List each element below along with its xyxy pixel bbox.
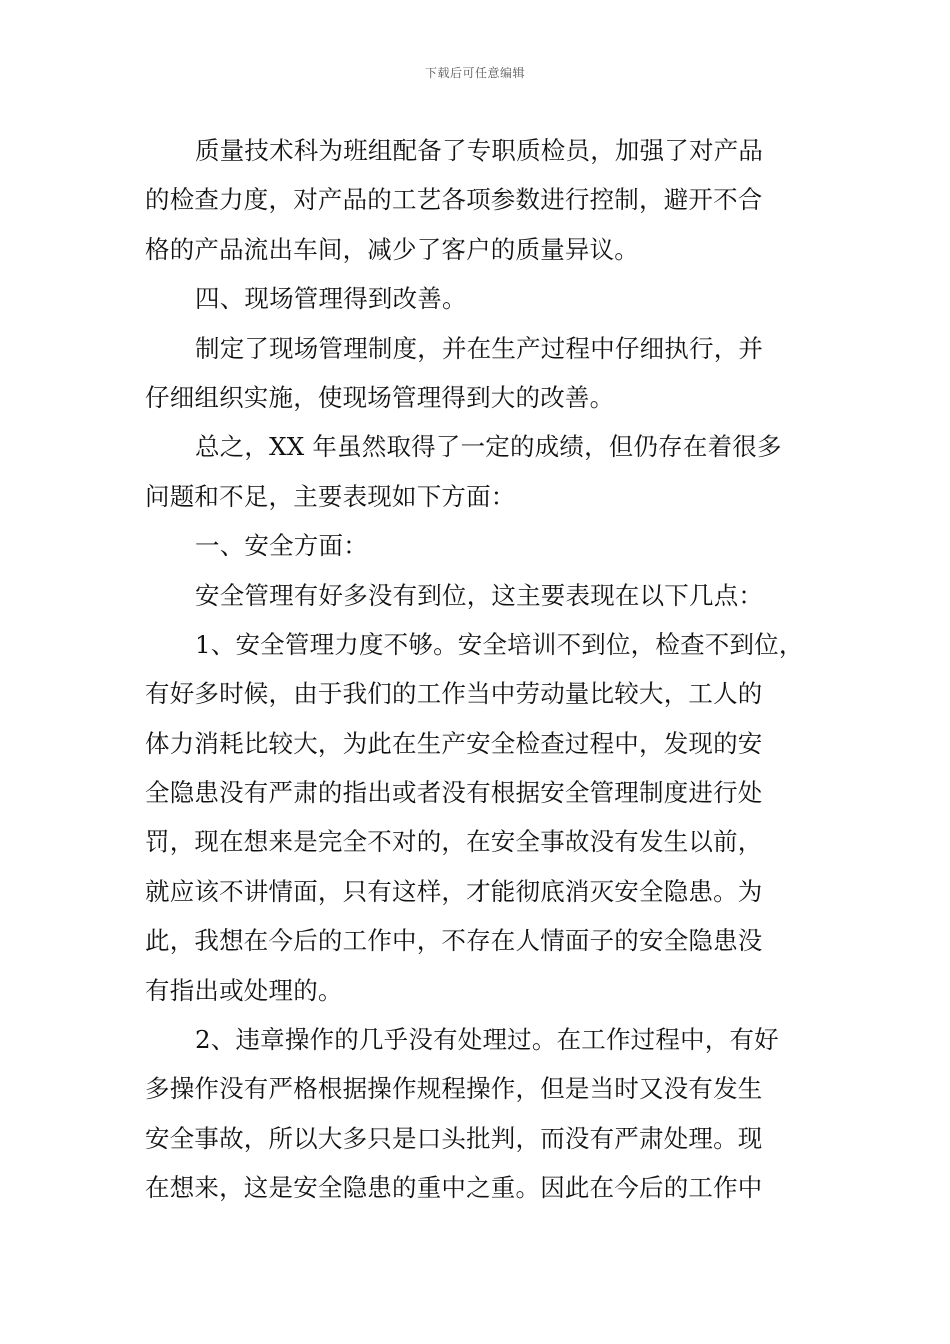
- text-line: 体力消耗比较大，为此在生产安全检查过程中，发现的安: [145, 728, 763, 758]
- section-heading: 一、安全方面：: [195, 531, 368, 561]
- text-line: 此，我想在今后的工作中，不存在人情面子的安全隐患没: [145, 926, 763, 956]
- text-line: 仔细组织实施，使现场管理得到大的改善。: [145, 382, 615, 412]
- text-line: 质量技术科为班组配备了专职质检员，加强了对产品: [195, 136, 764, 165]
- text-line: 多操作没有严格根据操作规程操作，但是当时又没有发生: [145, 1074, 763, 1104]
- text-line: 安全事故，所以大多只是口头批判，而没有严肃处理。现: [145, 1123, 763, 1153]
- text-line: 问题和不足，主要表现如下方面：: [145, 481, 516, 511]
- text-line: 罚，现在想来是完全不对的，在安全事故没有发生以前，: [145, 827, 763, 857]
- text-line: 就应该不讲情面，只有这样，才能彻底消灭安全隐患。为: [145, 876, 763, 906]
- text-line: 的检查力度，对产品的工艺各项参数进行控制，避开不合: [145, 185, 763, 215]
- text-line: 在想来，这是安全隐患的重中之重。因此在今后的工作中: [145, 1173, 763, 1203]
- text-line: 全隐患没有严肃的指出或者没有根据安全管理制度进行处: [145, 778, 763, 808]
- list-item-1: 1、安全管理力度不够。安全培训不到位，检查不到位，: [195, 629, 804, 659]
- text-line: 安全管理有好多没有到位，这主要表现在以下几点：: [195, 580, 764, 610]
- text-line: 有好多时候，由于我们的工作当中劳动量比较大，工人的: [145, 679, 763, 709]
- text-line: 有指出或处理的。: [145, 975, 343, 1005]
- list-item-2: 2、违章操作的几乎没有处理过。在工作过程中，有好: [195, 1025, 779, 1055]
- page-header: 下载后可任意编辑: [424, 66, 525, 80]
- text-line: 格的产品流出车间，减少了客户的质量异议。: [145, 234, 639, 264]
- document-body: [145, 126, 810, 1213]
- text-line: 制定了现场管理制度，并在生产过程中仔细执行，并: [195, 333, 764, 363]
- section-heading: 四、现场管理得到改善。: [195, 284, 467, 314]
- text-line: 总之，XX 年虽然取得了一定的成绩，但仍存在着很多: [195, 432, 782, 462]
